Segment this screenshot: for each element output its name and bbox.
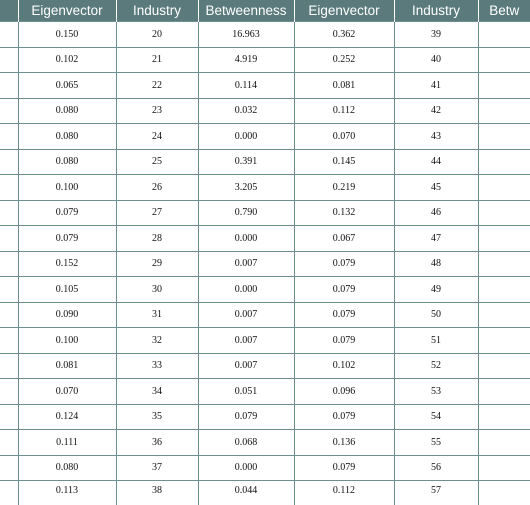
- table-cell: 28: [116, 226, 198, 252]
- table-cell: 0.111: [18, 430, 116, 456]
- table-cell: [0, 455, 18, 481]
- table-cell: 0.044: [198, 481, 294, 505]
- table-cell: 0.152: [18, 251, 116, 277]
- table-cell: 0.007: [198, 251, 294, 277]
- table-cell: 46: [394, 200, 478, 226]
- table-cell: 41: [394, 73, 478, 99]
- table-cell: 34: [116, 379, 198, 405]
- table-cell: 0.000: [198, 277, 294, 303]
- header-cell: Betw: [478, 0, 530, 22]
- table-cell: 0.102: [294, 353, 394, 379]
- table-cell: 36: [116, 430, 198, 456]
- table-row: [0, 175, 530, 201]
- table-cell: 55: [394, 430, 478, 456]
- table-cell: 0.067: [294, 226, 394, 252]
- table-cell: 21: [116, 47, 198, 73]
- table-cell: 49: [394, 277, 478, 303]
- table-cell: 0.000: [198, 455, 294, 481]
- table-cell: 0.079: [294, 404, 394, 430]
- table-cell: 0.096: [294, 379, 394, 405]
- table-row: [0, 47, 530, 73]
- table-row: [0, 404, 530, 430]
- table-cell: 27: [116, 200, 198, 226]
- table-cell: 47: [394, 226, 478, 252]
- table-cell: 0.079: [18, 200, 116, 226]
- table-cell: [478, 302, 530, 328]
- table-cell: 38: [116, 481, 198, 505]
- table-cell: 0.112: [294, 481, 394, 505]
- table-cell: 0.081: [294, 73, 394, 99]
- table-cell: 0.219: [294, 175, 394, 201]
- table-cell: 3.205: [198, 175, 294, 201]
- table-cell: 0.070: [294, 124, 394, 150]
- header-cell: Industry: [394, 0, 478, 22]
- table-row: [0, 277, 530, 303]
- table-row: [0, 73, 530, 99]
- table-cell: 33: [116, 353, 198, 379]
- table-cell: 31: [116, 302, 198, 328]
- table-cell: 40: [394, 47, 478, 73]
- table-cell: 35: [116, 404, 198, 430]
- table-cell: [0, 175, 18, 201]
- table-cell: 0.132: [294, 200, 394, 226]
- table-cell: 0.145: [294, 149, 394, 175]
- table-cell: 0.124: [18, 404, 116, 430]
- table-cell: 30: [116, 277, 198, 303]
- table-cell: [0, 404, 18, 430]
- table-cell: [0, 353, 18, 379]
- table-row: [0, 124, 530, 150]
- table-cell: [478, 379, 530, 405]
- table-cell: [478, 430, 530, 456]
- table-cell: [478, 73, 530, 99]
- table-cell: [478, 328, 530, 354]
- table-cell: [0, 481, 18, 505]
- table-cell: 0.100: [18, 328, 116, 354]
- table-cell: 29: [116, 251, 198, 277]
- table-cell: 0.150: [18, 22, 116, 48]
- table-cell: [0, 73, 18, 99]
- table-cell: 0.391: [198, 149, 294, 175]
- table-row: [0, 379, 530, 405]
- table-row: [0, 353, 530, 379]
- table-row: [0, 302, 530, 328]
- table-cell: [0, 47, 18, 73]
- table-cell: [478, 47, 530, 73]
- table-cell: 44: [394, 149, 478, 175]
- table-cell: 0.100: [18, 175, 116, 201]
- table-cell: 0.079: [18, 226, 116, 252]
- table-cell: 0.079: [294, 328, 394, 354]
- table-row: [0, 22, 530, 48]
- table-cell: [0, 200, 18, 226]
- header-row: [0, 0, 530, 22]
- table-cell: 43: [394, 124, 478, 150]
- table-cell: 22: [116, 73, 198, 99]
- table-cell: 0.080: [18, 124, 116, 150]
- table-cell: [478, 149, 530, 175]
- table-cell: 0.102: [18, 47, 116, 73]
- table-cell: 0.051: [198, 379, 294, 405]
- table-cell: 20: [116, 22, 198, 48]
- table-cell: [478, 98, 530, 124]
- table-cell: 16.963: [198, 22, 294, 48]
- table-cell: 56: [394, 455, 478, 481]
- table-cell: 23: [116, 98, 198, 124]
- table-cell: [0, 226, 18, 252]
- table-cell: 0.068: [198, 430, 294, 456]
- table-cell: 4.919: [198, 47, 294, 73]
- table-cell: 0.007: [198, 328, 294, 354]
- table-cell: 26: [116, 175, 198, 201]
- table-cell: [0, 98, 18, 124]
- table-cell: [0, 277, 18, 303]
- header-cell: Eigenvector: [18, 0, 116, 22]
- table-cell: 0.105: [18, 277, 116, 303]
- table-cell: 0.065: [18, 73, 116, 99]
- table-row: [0, 226, 530, 252]
- table-cell: 37: [116, 455, 198, 481]
- table-cell: 0.090: [18, 302, 116, 328]
- table-cell: 0.080: [18, 149, 116, 175]
- table-row: [0, 200, 530, 226]
- table-cell: 52: [394, 353, 478, 379]
- table-header: [0, 0, 530, 22]
- table-cell: [478, 200, 530, 226]
- table-body: [0, 22, 530, 505]
- table-cell: 0.081: [18, 353, 116, 379]
- table-cell: 0.079: [294, 455, 394, 481]
- table-cell: [478, 481, 530, 505]
- table-cell: [478, 353, 530, 379]
- table-cell: 0.007: [198, 302, 294, 328]
- header-cell: [0, 0, 18, 22]
- table-cell: 0.112: [294, 98, 394, 124]
- table-row: [0, 481, 530, 505]
- table-cell: 0.790: [198, 200, 294, 226]
- table-cell: 0.000: [198, 226, 294, 252]
- table-cell: 50: [394, 302, 478, 328]
- table-cell: 0.080: [18, 455, 116, 481]
- table-cell: 0.113: [18, 481, 116, 505]
- table-cell: [0, 149, 18, 175]
- table-cell: 42: [394, 98, 478, 124]
- table-cell: 57: [394, 481, 478, 505]
- table-cell: [478, 251, 530, 277]
- table-cell: 45: [394, 175, 478, 201]
- table-cell: [478, 226, 530, 252]
- table-cell: [478, 175, 530, 201]
- table-cell: 32: [116, 328, 198, 354]
- table-cell: [478, 277, 530, 303]
- table-cell: [478, 22, 530, 48]
- table-cell: 0.079: [294, 277, 394, 303]
- table-row: [0, 149, 530, 175]
- table-cell: 0.070: [18, 379, 116, 405]
- table-cell: [478, 124, 530, 150]
- table-row: [0, 328, 530, 354]
- table-cell: 0.362: [294, 22, 394, 48]
- table-cell: 54: [394, 404, 478, 430]
- table-cell: [0, 328, 18, 354]
- table-row: [0, 98, 530, 124]
- table-cell: 0.136: [294, 430, 394, 456]
- table-cell: 0.079: [294, 302, 394, 328]
- table-cell: [0, 22, 18, 48]
- table-cell: 0.114: [198, 73, 294, 99]
- table-cell: 0.007: [198, 353, 294, 379]
- table-cell: 25: [116, 149, 198, 175]
- header-cell: Betweenness: [198, 0, 294, 22]
- table-cell: [478, 455, 530, 481]
- table-cell: [0, 124, 18, 150]
- table-cell: 0.032: [198, 98, 294, 124]
- table-cell: 39: [394, 22, 478, 48]
- table-cell: 0.252: [294, 47, 394, 73]
- table-cell: [0, 430, 18, 456]
- table-cell: [478, 404, 530, 430]
- table-cell: 48: [394, 251, 478, 277]
- table-row: [0, 430, 530, 456]
- table-cell: 53: [394, 379, 478, 405]
- table-cell: [0, 302, 18, 328]
- table-row: [0, 251, 530, 277]
- table-cell: 51: [394, 328, 478, 354]
- table-cell: [0, 379, 18, 405]
- table-cell: 0.080: [18, 98, 116, 124]
- header-cell: Eigenvector: [294, 0, 394, 22]
- table-cell: [0, 251, 18, 277]
- table-cell: 0.079: [294, 251, 394, 277]
- table-cell: 0.000: [198, 124, 294, 150]
- table-cell: 24: [116, 124, 198, 150]
- table-row: [0, 455, 530, 481]
- header-cell: Industry: [116, 0, 198, 22]
- table-cell: 0.079: [198, 404, 294, 430]
